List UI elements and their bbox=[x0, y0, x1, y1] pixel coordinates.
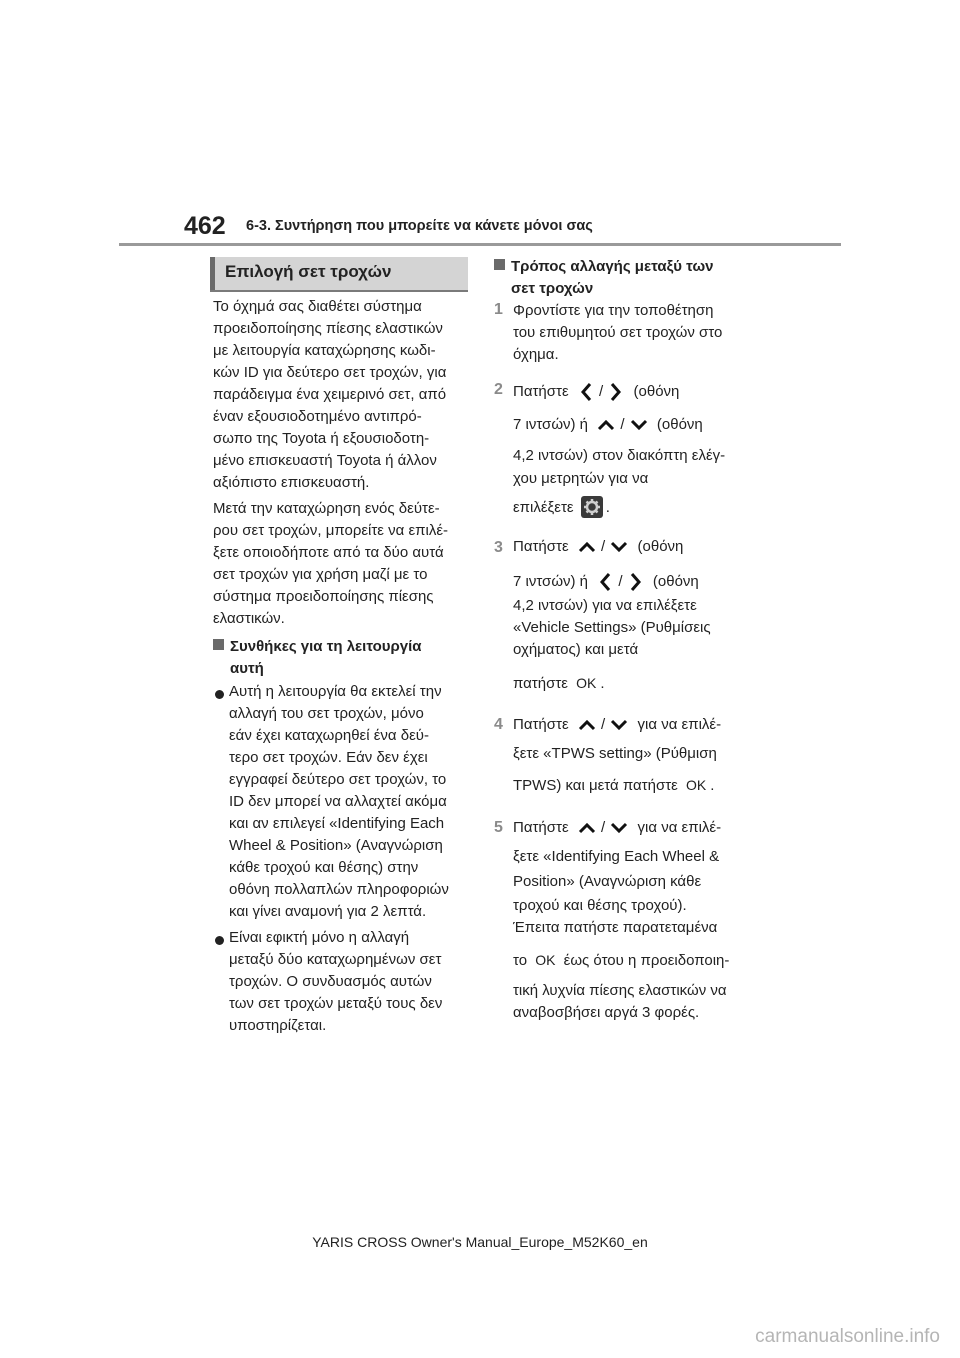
step-line: ξετε «Identifying Each Wheel & bbox=[513, 848, 720, 865]
step-number: 5 bbox=[494, 819, 503, 836]
chevron-up-icon bbox=[596, 418, 616, 432]
ok-button-icon: OK bbox=[685, 777, 707, 793]
step-line: επιλέξετε . bbox=[513, 496, 610, 518]
bullet-dot-icon bbox=[215, 936, 224, 945]
chevron-down-icon bbox=[629, 418, 649, 432]
ok-button-icon: OK bbox=[535, 952, 556, 968]
step-line: 7 ιντσών) ή / (οθόνη bbox=[513, 571, 699, 593]
chevron-down-icon bbox=[609, 718, 629, 732]
second-paragraph: Μετά την καταχώρηση ενός δεύτε- ρου σετ τροχών, μπορείτε να επιλέ- ξετε οποιοδήποτε από τα δύο αυτά σετ τροχών για χρήση μαζί με το σύστημα προειδοποίησης πίεσης ελαστικών. bbox=[213, 500, 449, 627]
conditions-subheading: Συνθήκες για τη λειτουργία αυτή bbox=[213, 636, 473, 680]
step-number: 4 bbox=[494, 716, 503, 733]
step-line: Πατήστε / (οθόνη bbox=[513, 381, 679, 403]
step-line: τροχού και θέσης τροχού). bbox=[513, 897, 687, 914]
gear-icon bbox=[581, 496, 603, 518]
chevron-up-icon bbox=[577, 718, 597, 732]
chevron-up-icon bbox=[577, 821, 597, 835]
chevron-right-icon bbox=[627, 571, 643, 593]
step-line: «Vehicle Settings» (Ρυθμίσεις bbox=[513, 619, 711, 636]
heading-underline bbox=[210, 290, 468, 292]
switching-subheading: Τρόπος αλλαγής μεταξύ των σετ τροχών bbox=[494, 256, 764, 300]
chevron-down-icon bbox=[609, 540, 629, 554]
header-divider bbox=[119, 243, 841, 246]
step-line: Πατήστε / για να επιλέ- bbox=[513, 716, 722, 733]
step-line: Πατήστε / (οθόνη bbox=[513, 538, 684, 555]
ok-button-icon: OK bbox=[576, 675, 597, 691]
bullet-item: Είναι εφικτή μόνο η αλλαγή μεταξύ δύο καταχωρημένων σετ τροχών. Ο συνδυασμός αυτών των σετ τροχών μεταξύ τους δεν υποστηρίζεται. bbox=[229, 929, 443, 1034]
chevron-down-icon bbox=[609, 821, 629, 835]
step-line: TPWS) και μετά πατήστε OK . bbox=[513, 777, 715, 794]
chevron-left-icon bbox=[598, 571, 614, 593]
step-line: αναβοσβήσει αργά 3 φορές. bbox=[513, 1004, 700, 1021]
watermark: carmanualsonline.info bbox=[755, 1326, 940, 1347]
step-text: Φροντίστε για την τοποθέτηση του επιθυμητού σετ τροχών στο όχημα. bbox=[513, 302, 723, 363]
bullet-dot-icon bbox=[215, 690, 224, 699]
step-line: το OK έως ότου η προειδοποιη- bbox=[513, 952, 730, 969]
footer-text: YARIS CROSS Owner's Manual_Europe_M52K60_en bbox=[312, 1234, 648, 1250]
section-heading: Επιλογή σετ τροχών bbox=[225, 262, 392, 281]
step-line: Position» (Αναγνώριση κάθε bbox=[513, 873, 702, 890]
step-line: 4,2 ιντσών) στον διακόπτη ελέγ- bbox=[513, 447, 726, 464]
step-line: οχήματος) και μετά bbox=[513, 641, 639, 658]
step-number: 1 bbox=[494, 301, 503, 318]
chevron-up-icon bbox=[577, 540, 597, 554]
bullet-item: Αυτή η λειτουργία θα εκτελεί την αλλαγή του σετ τροχών, μόνο εάν έχει καταχωρηθεί ένα δεύ- τερο σετ τροχών. Εάν δεν έχει εγγραφεί δεύτερο σετ τροχών, το ID δεν μπορεί να αλλαχτεί ακόμα και αν επιλεγεί «Identifying Each Wheel & Position» (Αναγνώριση κάθε τροχού και θέσης) στην οθόνη πολλαπλών πληροφοριών και γίνει αναμονή για 2 λεπτά. bbox=[229, 683, 449, 920]
square-bullet-icon bbox=[494, 259, 505, 270]
step-line: ξετε «TPWS setting» (Ρύθμιση bbox=[513, 745, 717, 762]
step-line: 4,2 ιντσών) για να επιλέξετε bbox=[513, 597, 697, 614]
step-line: τική λυχνία πίεσης ελαστικών να bbox=[513, 982, 727, 999]
intro-paragraph: Το όχημά σας διαθέτει σύστημα προειδοποίησης πίεσης ελαστικών με λειτουργία καταχώρησης κωδι- κών ID για δεύτερο σετ τροχών, για παράδειγμα ένα χειμερινό σετ, από έναν εξουσιοδοτημένο αντιπρό- σωπο της Toyota ή εξουσιοδοτη- μένο επισκευαστή Toyota ή άλλον αξιόπιστο επισκευαστή. bbox=[213, 298, 447, 491]
step-line: Έπειτα πατήστε παρατεταμένα bbox=[513, 919, 718, 936]
step-line: 7 ιντσών) ή / (οθόνη bbox=[513, 416, 703, 433]
page-number: 462 bbox=[184, 212, 226, 240]
chevron-left-icon bbox=[579, 381, 595, 403]
step-number: 2 bbox=[494, 381, 503, 398]
section-title: 6-3. Συντήρηση που μπορείτε να κάνετε μόνοι σας bbox=[246, 218, 593, 234]
square-bullet-icon bbox=[213, 639, 224, 650]
chevron-right-icon bbox=[607, 381, 623, 403]
step-line: Πατήστε / για να επιλέ- bbox=[513, 819, 722, 836]
step-line: χου μετρητών για να bbox=[513, 470, 649, 487]
step-line: πατήστε OK . bbox=[513, 675, 605, 692]
step-number: 3 bbox=[494, 539, 503, 556]
section-heading-box bbox=[210, 257, 468, 290]
